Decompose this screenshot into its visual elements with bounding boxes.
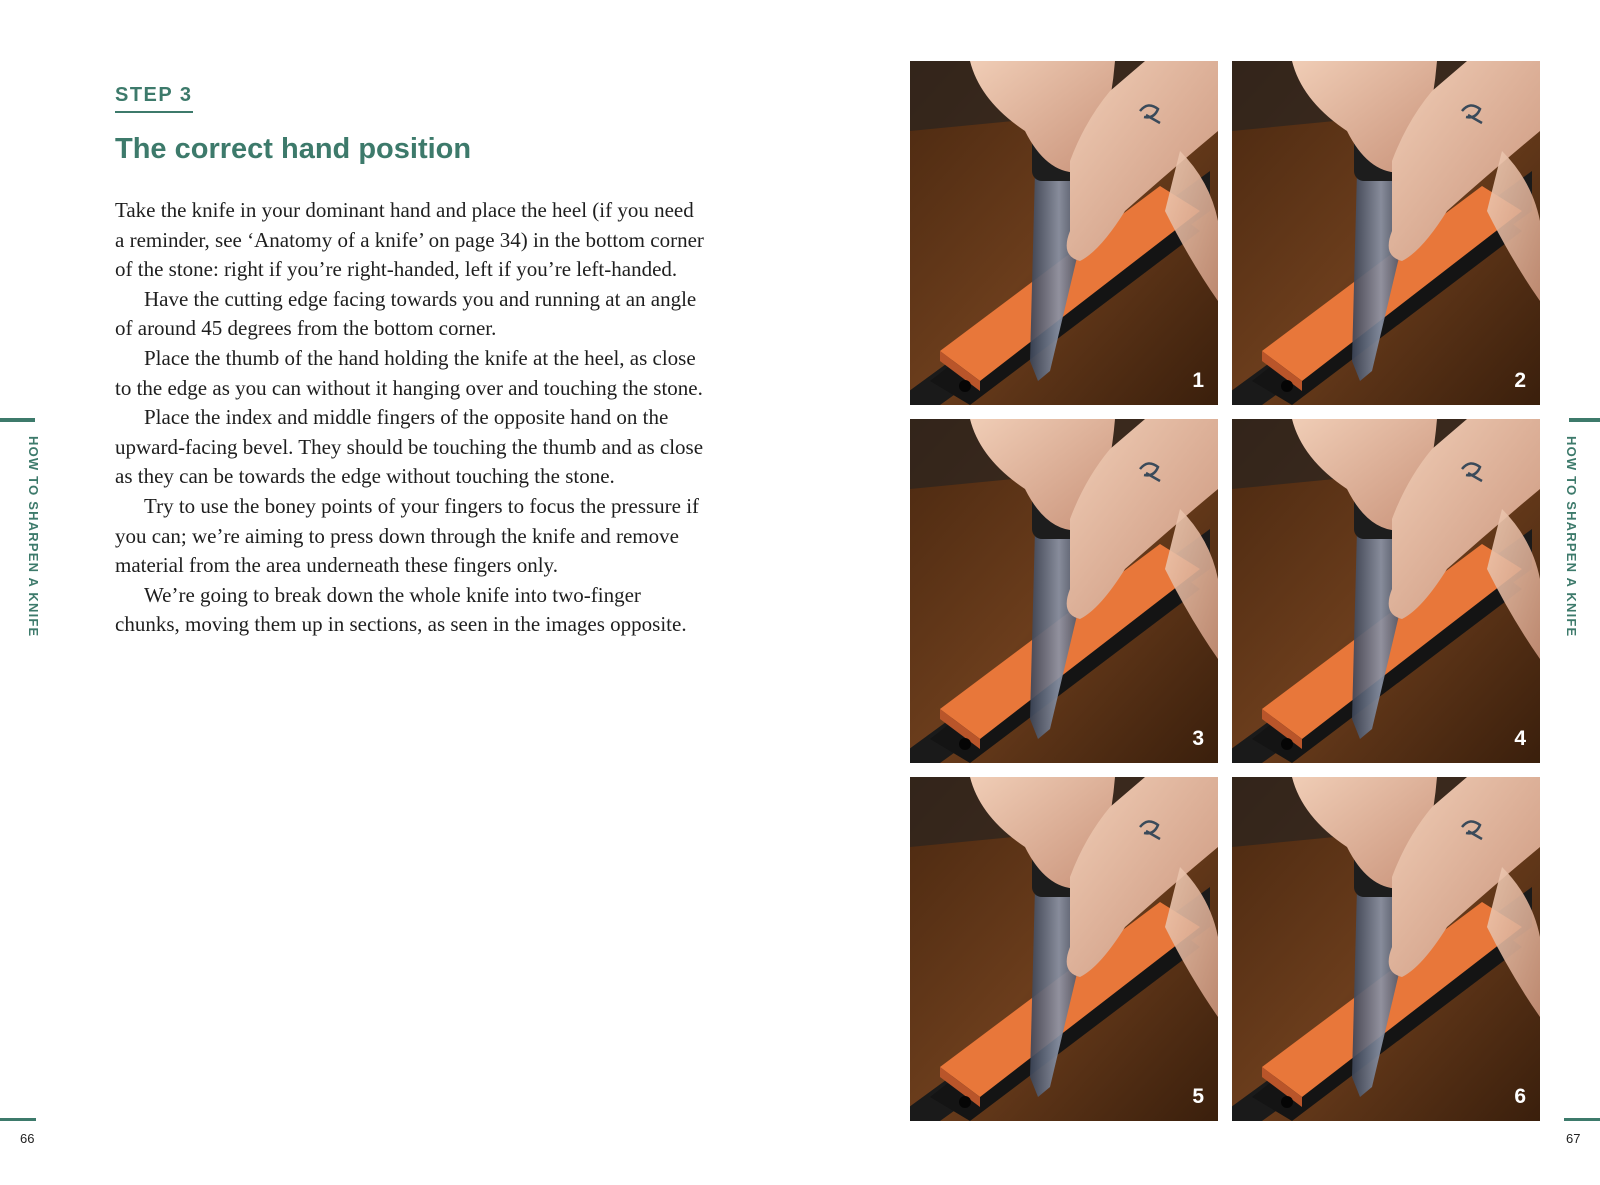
folio-rule xyxy=(1564,1118,1600,1121)
step-label: STEP 3 xyxy=(115,84,193,113)
side-tab-marker xyxy=(1569,418,1600,422)
photo-number: 5 xyxy=(1192,1085,1204,1108)
body-text xyxy=(115,196,705,640)
folio-rule xyxy=(0,1118,36,1121)
photo-number: 2 xyxy=(1514,369,1526,392)
sharpening-photo xyxy=(910,777,1218,1121)
knife-on-stone-image xyxy=(910,777,1218,1121)
knife-on-stone-image xyxy=(1232,777,1540,1121)
knife-on-stone-image xyxy=(1232,61,1540,405)
knife-on-stone-image xyxy=(910,61,1218,405)
paragraph: Have the cutting edge facing towards you and running at an angle of around 45 degrees from the bottom corner. xyxy=(115,286,697,341)
running-head: HOW TO SHARPEN A KNIFE xyxy=(1564,436,1579,638)
photo-number: 4 xyxy=(1514,727,1526,750)
paragraph: Try to use the boney points of your fingers to focus the pressure if you can; we’re aiming to press down through the knife and remove material from the area underneath these fingers only. xyxy=(115,493,700,578)
paragraph: Take the knife in your dominant hand and place the heel (if you need a reminder, see ‘Anatomy of a knife’ on page 34) in the bottom corner of the stone: right if you’re right-handed, left if you’re left-handed. xyxy=(115,198,704,282)
sharpening-photo xyxy=(910,61,1218,405)
sharpening-photo xyxy=(1232,61,1540,405)
knife-on-stone-image xyxy=(910,419,1218,763)
page-number: 66 xyxy=(20,1131,35,1146)
photo-number: 6 xyxy=(1514,1085,1526,1108)
paragraph: Place the index and middle fingers of the opposite hand on the upward-facing bevel. They should be touching the thumb and as close as they can be towards the edge without touching the stone. xyxy=(115,405,704,489)
sharpening-photo xyxy=(1232,777,1540,1121)
paragraph: We’re going to break down the whole knife into two-finger chunks, moving them up in sections, as seen in the images opposite. xyxy=(115,582,687,637)
sharpening-photo xyxy=(910,419,1218,763)
photo-number: 3 xyxy=(1192,727,1204,750)
knife-on-stone-image xyxy=(1232,419,1540,763)
sharpening-photo xyxy=(1232,419,1540,763)
photo-number: 1 xyxy=(1192,369,1204,392)
running-head: HOW TO SHARPEN A KNIFE xyxy=(26,436,41,638)
paragraph: Place the thumb of the hand holding the knife at the heel, as close to the edge as you can without it hanging over and touching the stone. xyxy=(115,345,703,400)
page-number: 67 xyxy=(1566,1131,1581,1146)
side-tab-marker xyxy=(0,418,35,422)
page-heading: The correct hand position xyxy=(115,133,472,165)
